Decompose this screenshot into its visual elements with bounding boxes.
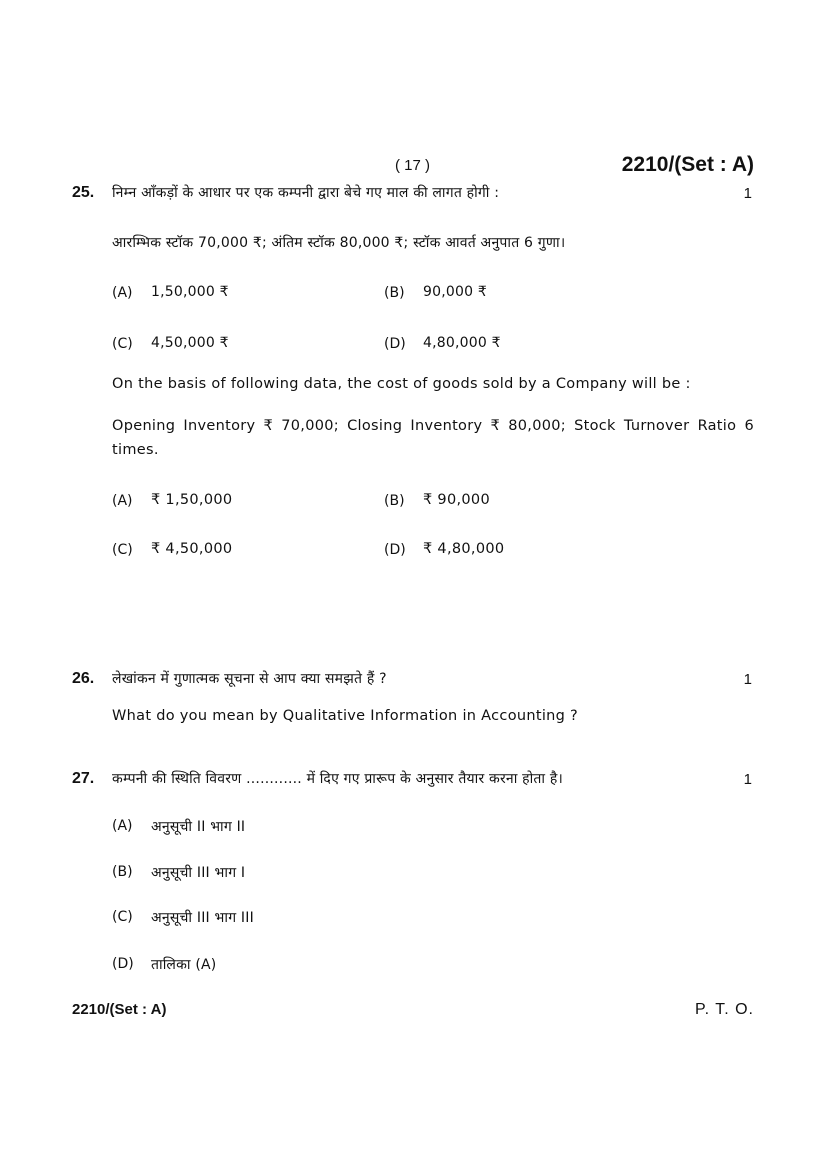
option-label: (D) [384,542,406,558]
option-label: (C) [112,336,133,352]
option-label: (A) [112,493,133,509]
question-text-english: On the basis of following data, the cost of goods sold by a Company will be : [112,376,691,392]
paper-code-header: 2210/(Set : A) [621,153,754,176]
option-label: (D) [112,956,134,972]
question-number: 26. [72,670,95,687]
question-data-english: Opening Inventory ₹ 70,000; Closing Inventory ₹ 80,000; Stock Turnover Ratio 6 times. [112,418,754,458]
option-text: 1,50,000 ₹ [151,284,229,300]
option-text: ₹ 4,80,000 [423,541,505,557]
option-text: अनुसूची II भाग II [151,819,246,835]
pto-marker: P. T. O. [695,1001,754,1018]
option-text: ₹ 90,000 [423,492,490,508]
option-label: (A) [112,285,133,301]
paper-code-footer: 2210/(Set : A) [72,1001,167,1018]
option-label: (B) [384,285,405,301]
option-text: अनुसूची III भाग I [151,865,246,881]
option-text: ₹ 1,50,000 [151,492,233,508]
option-label: (B) [112,864,133,880]
question-text-english: What do you mean by Qualitative Information in Accounting ? [112,708,579,724]
option-label: (A) [112,818,133,834]
option-text: ₹ 4,50,000 [151,541,233,557]
question-number: 27. [72,770,95,787]
question-marks: 1 [743,771,752,788]
question-text-hindi: निम्न आँकड़ों के आधार पर एक कम्पनी द्वारा बेचे गए माल की लागत होगी : [112,185,500,201]
option-label: (C) [112,909,133,925]
question-text-hindi: लेखांकन में गुणात्मक सूचना से आप क्या समझते हैं ? [112,671,387,687]
option-label: (B) [384,493,405,509]
option-text: 4,50,000 ₹ [151,335,229,351]
option-text: 90,000 ₹ [423,284,487,300]
question-data-hindi: आरम्भिक स्टॉक 70,000 ₹; अंतिम स्टॉक 80,000 ₹; स्टॉक आवर्त अनुपात 6 गुणा। [112,235,566,251]
option-label: (C) [112,542,133,558]
question-marks: 1 [743,671,752,688]
option-text: अनुसूची III भाग III [151,910,254,926]
question-text-hindi: कम्पनी की स्थिति विवरण ............ में दिए गए प्रारूप के अनुसार तैयार करना होता है। [112,771,564,787]
option-label: (D) [384,336,406,352]
question-number: 25. [72,184,95,201]
question-marks: 1 [743,185,752,202]
page-number: ( 17 ) [395,157,431,174]
option-text: तालिका (A) [151,957,217,973]
option-text: 4,80,000 ₹ [423,335,501,351]
